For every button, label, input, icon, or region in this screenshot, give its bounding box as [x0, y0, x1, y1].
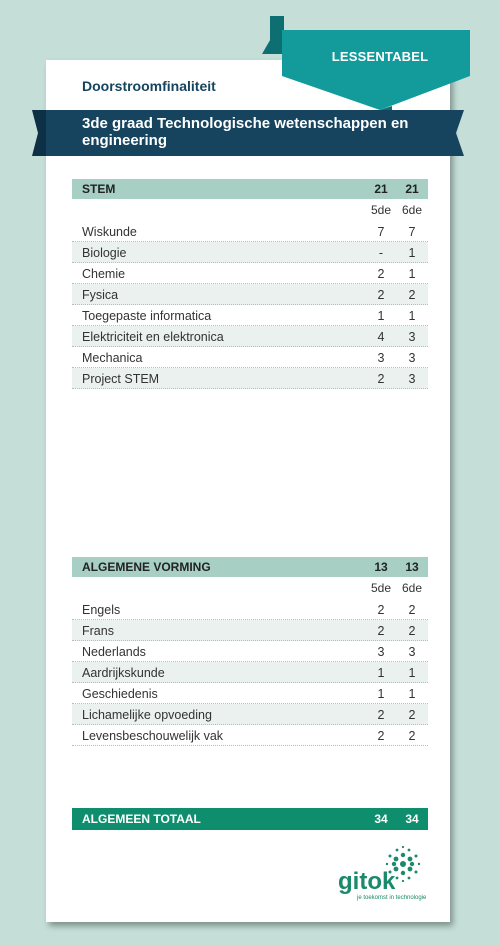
subject-label: Fysica: [82, 288, 119, 302]
subject-label: Elektriciteit en elektronica: [82, 330, 224, 344]
subject-label: Nederlands: [82, 645, 146, 659]
hours-6: 3: [408, 351, 416, 365]
hours-6: 1: [408, 687, 416, 701]
total-6: 34: [405, 812, 419, 826]
year-6-label: 6de: [401, 581, 423, 595]
table-row: [72, 284, 428, 305]
section-name: STEM: [82, 182, 116, 196]
subject-label: Mechanica: [82, 351, 143, 365]
hours-6: 2: [408, 603, 416, 617]
stem-year-header: [72, 201, 428, 219]
hours-5: 7: [377, 225, 385, 239]
section-total-5: 13: [374, 560, 388, 574]
hours-6: 1: [408, 666, 416, 680]
hours-5: 3: [377, 645, 385, 659]
hours-6: 1: [408, 309, 416, 323]
page-title: 3de graad Technologische wetenschappen en engineering: [82, 115, 409, 149]
algemeen-section-header: [72, 557, 428, 577]
hours-6: 1: [408, 267, 416, 281]
subject-label: Toegepaste informatica: [82, 309, 212, 323]
table-row: [72, 368, 428, 389]
year-5-label: 5de: [370, 203, 392, 217]
hours-5: 2: [377, 603, 385, 617]
hours-5: 2: [377, 372, 385, 386]
hours-5: 1: [377, 309, 385, 323]
subject-label: Chemie: [82, 267, 126, 281]
table-row: [72, 641, 428, 662]
subject-label: Aardrijkskunde: [82, 666, 165, 680]
hours-6: 3: [408, 330, 416, 344]
year-6-label: 6de: [401, 203, 423, 217]
gitok-logo: gitok: [338, 868, 396, 895]
hours-5: 2: [377, 708, 385, 722]
total-5: 34: [374, 812, 388, 826]
total-row: [72, 808, 428, 830]
table-row: [72, 683, 428, 704]
hours-5: 3: [377, 351, 385, 365]
table-row: [72, 725, 428, 746]
section-name: ALGEMENE VORMING: [82, 560, 211, 574]
hours-5: 1: [377, 666, 385, 680]
hours-6: 7: [408, 225, 416, 239]
table-row: [72, 662, 428, 683]
section-total-6: 21: [405, 182, 419, 196]
subject-label: Engels: [82, 603, 121, 617]
subject-label: Lichamelijke opvoeding: [82, 708, 212, 722]
finaliteit-title: Doorstroomfinaliteit: [82, 78, 216, 94]
subject-label: Levensbeschouwelijk vak: [82, 729, 224, 743]
hours-6: 3: [408, 645, 416, 659]
subject-label: Frans: [82, 624, 114, 638]
table-row: [72, 599, 428, 620]
hours-6: 2: [408, 288, 416, 302]
hours-6: 2: [408, 708, 416, 722]
table-row: [72, 347, 428, 368]
year-5-label: 5de: [370, 581, 392, 595]
hours-5: 2: [377, 624, 385, 638]
table-row: [72, 221, 428, 242]
hours-6: 2: [408, 624, 416, 638]
table-row: [72, 242, 428, 263]
table-row: [72, 305, 428, 326]
table-row: [72, 263, 428, 284]
hours-5: -: [378, 246, 384, 260]
total-label: ALGEMEEN TOTAAL: [82, 812, 201, 826]
table-row: [72, 620, 428, 641]
section-total-6: 13: [405, 560, 419, 574]
tab-label: LESSENTABEL: [331, 49, 429, 64]
hours-6: 1: [408, 246, 416, 260]
hours-5: 2: [377, 288, 385, 302]
table-row: [72, 326, 428, 347]
lessentabel-ribbon: [262, 16, 470, 112]
algemeen-year-header: [72, 579, 428, 597]
hours-5: 2: [377, 267, 385, 281]
subject-label: Biologie: [82, 246, 127, 260]
subject-label: Wiskunde: [82, 225, 137, 239]
subject-label: Geschiedenis: [82, 687, 158, 701]
hours-5: 4: [377, 330, 385, 344]
hours-6: 2: [408, 729, 416, 743]
gitok-tagline: je toekomst in technologie: [357, 895, 427, 901]
table-row: [72, 704, 428, 725]
section-total-5: 21: [374, 182, 388, 196]
stem-section-header: [72, 179, 428, 199]
hours-6: 3: [408, 372, 416, 386]
hours-5: 1: [377, 687, 385, 701]
subject-label: Project STEM: [82, 372, 160, 386]
hours-5: 2: [377, 729, 385, 743]
